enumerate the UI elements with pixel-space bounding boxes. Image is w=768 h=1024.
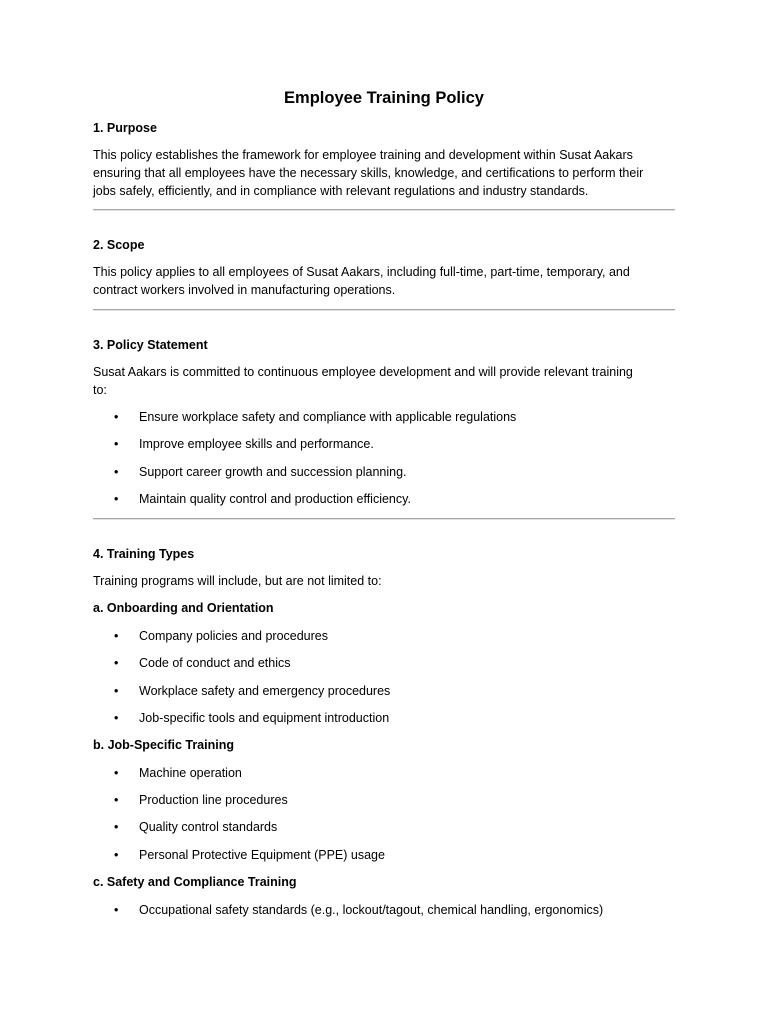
list-item-text: Support career growth and succession planning.: [139, 465, 407, 479]
list-item-text: Job-specific tools and equipment introduction: [139, 711, 390, 725]
section-heading-policy-statement: 3. Policy Statement: [93, 338, 208, 352]
section-divider: [93, 209, 675, 211]
bullet-icon: •: [114, 903, 119, 917]
training-types-intro: Training programs will include, but are not limited to:: [93, 574, 382, 588]
policy-statement-line-2: to:: [93, 383, 107, 397]
list-item-text: Ensure workplace safety and compliance with applicable regulations: [139, 410, 517, 424]
section-heading-scope: 2. Scope: [93, 238, 145, 252]
list-item-text: Workplace safety and emergency procedures: [139, 684, 391, 698]
scope-line-1: This policy applies to all employees of Susat Aakars, including full-time, part-time, temporary, and: [93, 265, 630, 279]
list-item-text: Personal Protective Equipment (PPE) usage: [139, 848, 385, 862]
bullet-icon: •: [114, 656, 119, 670]
list-item-text: Quality control standards: [139, 820, 278, 834]
list-item-text: Occupational safety standards (e.g., lockout/tagout, chemical handling, ergonomics): [139, 903, 604, 917]
policy-statement-line-1: Susat Aakars is committed to continuous employee development and will provide relevant training: [93, 365, 633, 379]
section-heading-purpose: 1. Purpose: [93, 121, 157, 135]
bullet-icon: •: [114, 410, 119, 424]
bullet-icon: •: [114, 437, 119, 451]
document-title: Employee Training Policy: [284, 89, 484, 107]
bullet-icon: •: [114, 684, 119, 698]
list-item-text: Machine operation: [139, 766, 242, 780]
list-item-text: Code of conduct and ethics: [139, 656, 291, 670]
bullet-icon: •: [114, 793, 119, 807]
list-item-text: Production line procedures: [139, 793, 288, 807]
list-item-text: Company policies and procedures: [139, 629, 328, 643]
bullet-icon: •: [114, 629, 119, 643]
subheading-job-specific: b. Job-Specific Training: [93, 738, 234, 752]
subheading-safety-compliance: c. Safety and Compliance Training: [93, 875, 297, 889]
bullet-icon: •: [114, 465, 119, 479]
section-heading-training-types: 4. Training Types: [93, 547, 195, 561]
bullet-icon: •: [114, 848, 119, 862]
bullet-icon: •: [114, 711, 119, 725]
bullet-icon: •: [114, 766, 119, 780]
list-item-text: Maintain quality control and production efficiency.: [139, 492, 411, 506]
section-divider: [93, 518, 675, 520]
scope-line-2: contract workers involved in manufacturing operations.: [93, 283, 396, 297]
subheading-onboarding: a. Onboarding and Orientation: [93, 601, 274, 615]
purpose-line-1: This policy establishes the framework for employee training and development within Susat Aakars: [93, 148, 633, 162]
section-divider: [93, 309, 675, 311]
bullet-icon: •: [114, 492, 119, 506]
list-item-text: Improve employee skills and performance.: [139, 437, 374, 451]
bullet-icon: •: [114, 820, 119, 834]
purpose-line-2: ensuring that all employees have the necessary skills, knowledge, and certifications to perform their: [93, 166, 644, 180]
purpose-line-3: jobs safely, efficiently, and in compliance with relevant regulations and industry standards.: [93, 184, 589, 198]
